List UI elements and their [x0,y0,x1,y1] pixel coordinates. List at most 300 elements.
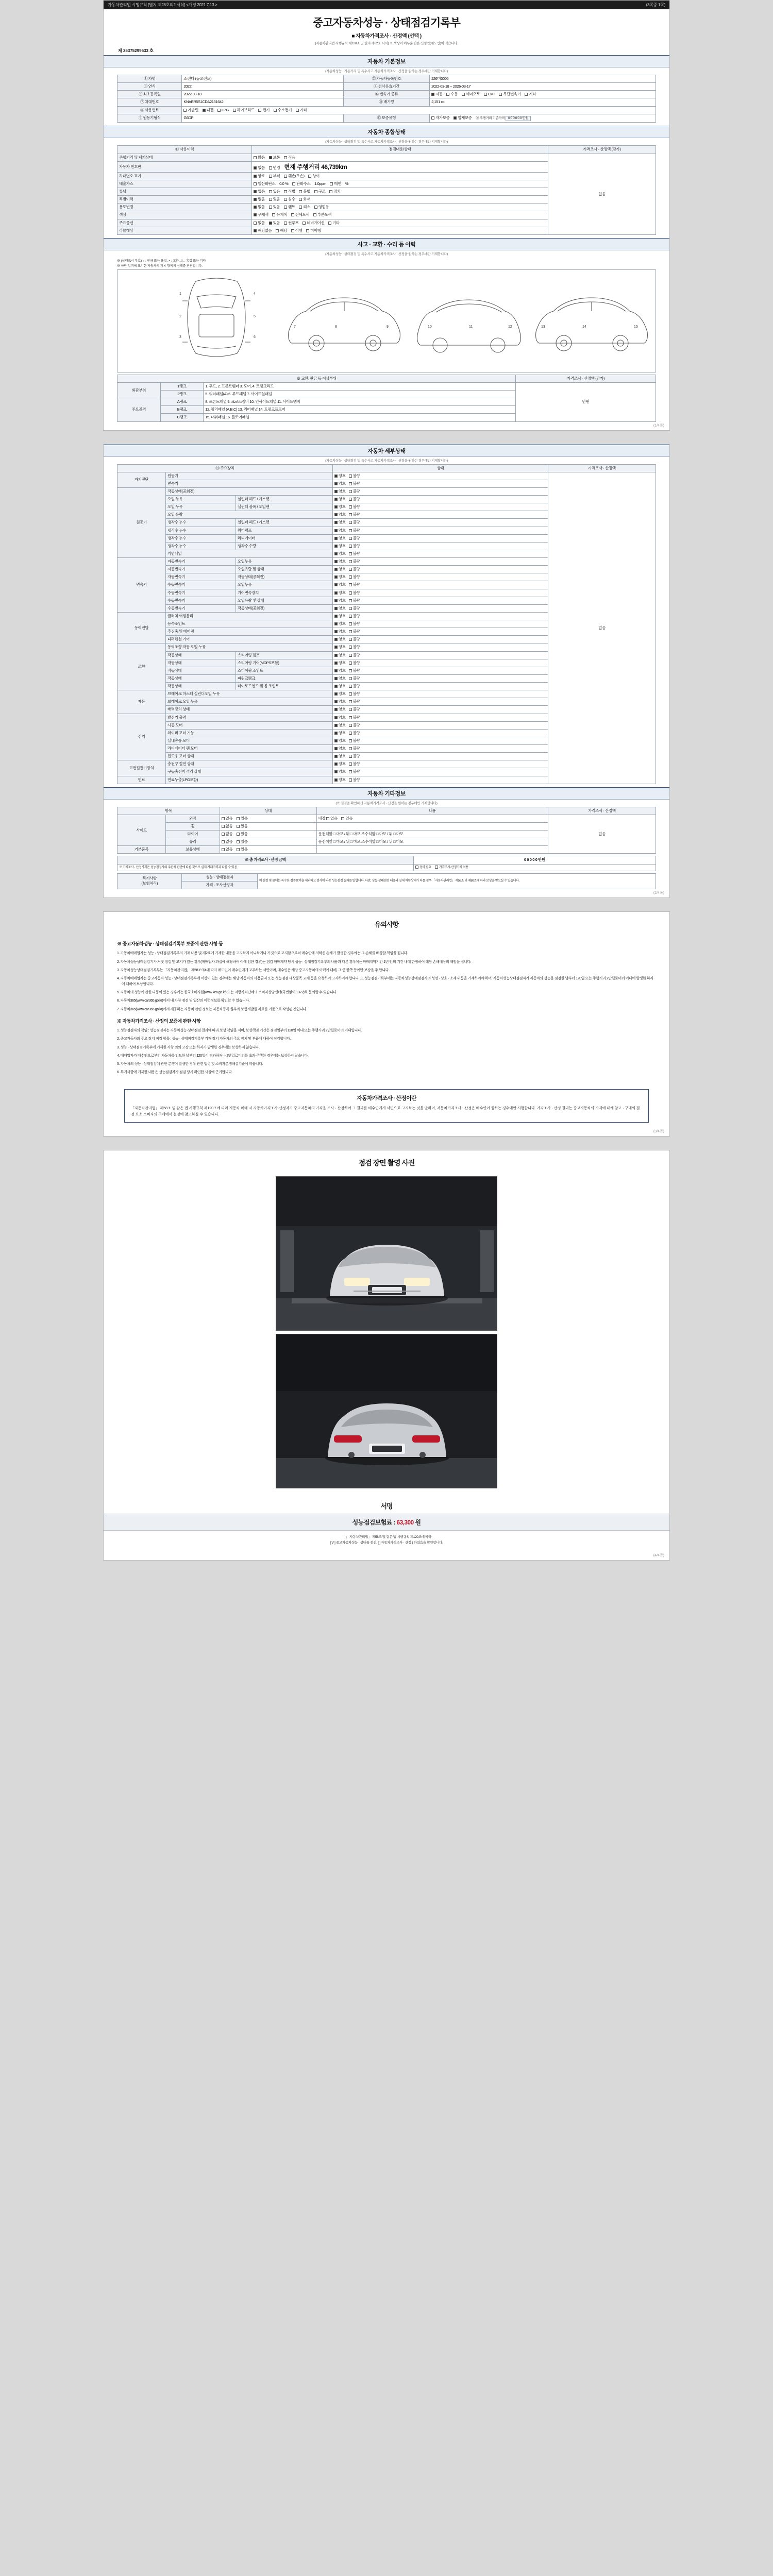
fuel-opt-6[interactable]: 기타 [296,108,307,113]
state-opt-bad[interactable]: 불량 [349,754,360,759]
overall-row-8-name: 주요옵션 [117,219,252,227]
fuel-opt-2[interactable]: LPG [217,108,229,113]
current-mileage: 현재 주행거리 46,739km [284,163,347,171]
fuel-opt-1[interactable]: 디젤 [203,108,214,113]
detail-item-state-8-0 [332,776,548,784]
detail-item-state-1-2 [332,503,548,511]
notice-heading-1: ※ 중고자동차성능 · 상태점검기록부 보증에 관한 사항 등 [117,941,223,946]
table-row [117,472,656,480]
notice-item-2-5: 6. 특기사항에 기재한 내용은 성능점검자가 점검 당시 확인한 사실에 근거합니다. [117,1071,233,1075]
state-opt-bad[interactable]: 불량 [349,707,360,712]
detail-item-name-8-0: 연료누출(LPG포함) [166,776,333,784]
table-row [117,856,656,864]
detail-item-name-6-1: 시동 모터 [166,721,333,729]
exterior-none[interactable]: 없음 [222,816,233,821]
total-price-table [117,856,656,871]
option-etc[interactable]: 기타 [328,221,340,226]
detail-item-name-4-5: 작동상태 [166,683,236,690]
emission-hc-value: 1.0ppm [314,181,326,186]
state-opt-good[interactable]: 양호 [334,528,346,533]
state-opt-bad[interactable]: 불량 [349,738,360,743]
inspection-photo-rear [276,1334,497,1488]
recall-na[interactable]: 해당없음 [254,228,272,233]
state-opt-good[interactable]: 양호 [334,637,346,642]
state-opt-bad[interactable]: 불량 [349,691,360,697]
state-opt-bad[interactable]: 불량 [349,645,360,650]
detail-item-name-4-2: 작동상태 [166,659,236,667]
state-opt-good[interactable]: 양호 [334,629,346,634]
usage-rent[interactable]: 렌트 [284,205,295,210]
table-header-row [117,146,656,154]
overall-head-3: 가격조사 · 산정액 (감가) [548,146,656,154]
detail-item-part-2-4: 기어변속장치 [236,589,332,597]
vin-damaged[interactable]: 훼손(오손) [284,174,305,179]
detail-item-state-0-1 [332,480,548,487]
table-row [117,114,656,123]
detail-item-name-4-4: 작동상태 [166,674,236,682]
basic-label-5: ⑨ 원동기형식 [117,114,182,123]
warranty-opt-0[interactable]: 자가보증 [431,115,449,121]
usage-commercial[interactable]: 영업용 [314,205,329,210]
transmission-options [430,91,656,98]
fuel-opt-0[interactable]: 가솔린 [183,108,198,113]
other-row-4-name: 보유상태 [166,846,220,854]
section-accident-sub: (자동차성능 · 상태점검 및 특수사고 자동차가격조사 · 산정을 원하는 경우에만 기재합니다) [325,252,448,256]
detail-item-name-2-2: 자동변속기 [166,573,236,581]
rank-name-2: A랭크 [160,398,204,406]
section-other-sub: (※ 점검을 확인하신 자동차가격조사 · 산정을 원하는 경우에만 기재합니다) [335,801,438,805]
rank-value-3: 12. 필러패널 (A,B,C) 13. 리어패널 14. 트렁크플로어 [204,406,516,414]
state-opt-good[interactable]: 양호 [334,497,346,502]
rank-value-0: 1. 후드, 2. 프론트휀더 3. 도어, 4. 트렁크리드 [204,382,516,390]
detail-item-part-1-5: 워터펌프 [236,527,332,534]
color-full-paint[interactable]: 전체도색 [291,212,309,217]
detail-item-name-1-8: 커먼레일 [166,550,333,557]
rank-group-outer: 외판부위 [117,382,161,398]
detail-item-part-1-4: 실린더 헤드 / 가스켓 [236,519,332,527]
detail-item-state-1-6 [332,534,548,542]
overall-row-2-name: 차대번호 표기 [117,172,252,180]
footnote-1: [ Ⅴ ] 중고자동차성능 · 상태를 점검, [ ] 자동차가격조사 · 산정 ) 하였음을 확인합니다. [330,1540,443,1545]
option-none[interactable]: 없음 [254,221,265,226]
svg-text:13: 13 [541,325,545,329]
basic-value-0: 소렌타 (뉴쏘렌토) [182,75,344,83]
state-opt-good[interactable]: 양호 [334,676,346,681]
basic-info-table [117,75,656,123]
detail-item-state-2-5 [332,597,548,604]
detail-item-state-6-5 [332,753,548,760]
rank-value-1: 5. 쿼터패널(A) 6. 루프패널 7. 사이드실패널 [204,391,516,398]
state-opt-bad[interactable]: 불량 [349,520,360,525]
detail-item-state-2-0 [332,558,548,566]
option-yes[interactable]: 있음 [269,221,280,226]
state-opt-good[interactable]: 양호 [334,668,346,673]
state-opt-bad[interactable]: 불량 [349,574,360,580]
tire-none[interactable]: 없음 [222,832,233,837]
special-fire[interactable]: 화재 [299,197,310,202]
tire-yes[interactable]: 있음 [237,832,248,837]
recall-notdone[interactable]: 미이행 [306,228,321,233]
state-opt-good[interactable]: 양호 [334,481,346,486]
detail-item-state-4-2 [332,659,548,667]
tuning-none[interactable]: 없음 [254,189,265,194]
state-opt-bad[interactable]: 불량 [349,544,360,549]
glass-yes[interactable]: 있음 [237,839,248,844]
state-opt-good[interactable]: 양호 [334,606,346,611]
state-opt-good[interactable]: 양호 [334,731,346,736]
state-opt-good[interactable]: 양호 [334,582,346,587]
state-opt-good[interactable]: 양호 [334,544,346,549]
state-opt-good[interactable]: 양호 [334,567,346,572]
overall-row-5-name: 특별이력 [117,196,252,204]
state-opt-bad[interactable]: 불량 [349,598,360,603]
mileage-standard-label: ⑩ 주행거리 기준가격 [476,116,505,120]
state-opt-bad[interactable]: 불량 [349,668,360,673]
svg-text:6: 6 [254,335,256,339]
detail-item-part-2-5: 오일유량 및 상태 [236,597,332,604]
state-opt-bad[interactable]: 불량 [349,629,360,634]
tuning-legal[interactable]: 적법 [284,189,295,194]
table-row [117,98,656,106]
detail-item-name-2-1: 자동변속기 [166,566,236,573]
vin-different[interactable]: 상이 [308,174,320,179]
detail-item-name-4-3: 작동상태 [166,667,236,674]
state-opt-good[interactable]: 양호 [334,754,346,759]
displacement-label: ⑪ 배기량 [343,98,429,106]
exterior-yes[interactable]: 있음 [237,816,248,821]
state-opt-good[interactable]: 양호 [334,520,346,525]
state-opt-good[interactable]: 양호 [334,559,346,564]
fuel-opt-5[interactable]: 수소전기 [274,108,292,113]
state-opt-bad[interactable]: 불량 [349,746,360,751]
detail-item-state-3-0 [332,612,548,620]
record-number-row [104,46,669,55]
state-opt-bad[interactable]: 불량 [349,497,360,502]
tuning-structure[interactable]: 구조 [314,189,326,194]
trans-opt-4[interactable]: 무단변속기 [499,92,520,97]
detail-item-part-4-4: 파워크랭크 [236,674,332,682]
detail-item-name-2-4: 수동변속기 [166,589,236,597]
record-number-label: 제 [118,48,122,53]
detail-item-state-2-1 [332,566,548,573]
detail-item-part-1-6: 라디에이터 [236,534,332,542]
detail-item-name-6-4: 라디에이터 팬 모터 [166,745,333,753]
trans-opt-2[interactable]: 세미오토 [462,92,480,97]
tuning-illegal[interactable]: 불법 [299,189,310,194]
state-opt-good[interactable]: 양호 [334,777,346,783]
color-partial-paint[interactable]: 부분도색 [313,212,331,217]
overall-row-3-name: 배출가스 [117,180,252,188]
state-opt-bad[interactable]: 불량 [349,559,360,564]
overall-price-adjust: 없음 [548,154,656,234]
opt-many[interactable]: 많음 [254,155,265,160]
svg-text:3: 3 [179,335,181,339]
notice-item-1-6: 7. 자동차365(www.car365.go.kr)에서 제공하는 자동차 관련 정보는 자동차등록 원부와 보험개발원 자료를 기준으로 작성된 것입니다. [117,1007,307,1011]
state-opt-good[interactable]: 양호 [334,769,346,774]
state-opt-good[interactable]: 양호 [334,699,346,704]
detail-item-name-6-0: 발전기 출력 [166,714,333,721]
state-opt-bad[interactable]: 불량 [349,473,360,479]
detail-item-name-1-6: 냉각수 누수 [166,534,236,542]
other-row-1-name: 휠 [166,822,220,830]
form-legal-ref: 자동차관리법 시행규칙 [별지 제28호의2 서식] <개정 2021.7.13.> [108,3,217,7]
rank-name-1: 2랭크 [160,391,204,398]
detail-price-adjust: 없음 [548,472,656,784]
detail-body [117,472,656,784]
state-opt-bad[interactable]: 불량 [349,606,360,611]
detail-item-part-2-1: 오일유량 및 상태 [236,566,332,573]
table-header-row [117,807,656,815]
state-opt-bad[interactable]: 불량 [349,551,360,556]
total-label: ※ 총 가격조사 · 산정 금액 [117,856,414,864]
option-navigation[interactable]: 네비게이션 [303,221,324,226]
state-opt-good[interactable]: 양호 [334,504,346,510]
color-chromatic[interactable]: 유채색 [272,212,287,217]
page-2-footer: (2/4쪽) [653,891,664,895]
state-opt-bad[interactable]: 불량 [349,723,360,728]
detail-item-name-7-1: 구동축전지 격리 상태 [166,768,333,776]
svg-text:11: 11 [469,325,473,329]
notice-item-1-0: 1. 가동차매매업자는 성능 · 상태점검기록부의 기재 내용 및 제2호에 기재한 내용을 고지하지 아니하거나 거짓으로 고지함으로써 매수인에 의하신 손해가 발생한 경우에는 그 손해를 배상할 책임을 집니다. [117,952,408,956]
detail-item-part-4-5: 타이로드엔드 및 볼 조인트 [236,683,332,690]
overall-head-0: ⑬ 사용이력 [117,146,252,154]
detail-item-state-2-4 [332,589,548,597]
detail-item-state-3-1 [332,620,548,628]
table-row [117,75,656,83]
other-group-basic: 기본품목 [117,846,166,854]
overall-row-9-opts [252,227,548,234]
tuning-device[interactable]: 장치 [329,189,341,194]
state-opt-good[interactable]: 양호 [334,707,346,712]
state-opt-bad[interactable]: 불량 [349,582,360,587]
glass-none[interactable]: 없음 [222,839,233,844]
overall-row-0-name: 주행거리 및 계기상태 [117,154,252,161]
state-opt-good[interactable]: 양호 [334,761,346,767]
other-head-3: 가격조사 · 산정액 [548,807,656,815]
total-opt-apply[interactable]: 가격조사·산정가격 적용 [435,866,468,870]
emission-co[interactable]: 일산화탄소 [254,181,275,187]
detail-group-5: 제동 [117,690,166,714]
state-opt-good[interactable]: 양호 [334,551,346,556]
state-opt-bad[interactable]: 불량 [349,653,360,658]
state-opt-bad[interactable]: 불량 [349,536,360,541]
other-row-0-name: 외장 [166,815,220,822]
other-row-4-opts [220,846,316,854]
interior-yes[interactable]: 있음 [341,816,352,821]
state-opt-bad[interactable]: 불량 [349,512,360,517]
usage-yes[interactable]: 있음 [269,205,280,210]
state-opt-good[interactable]: 양호 [334,738,346,743]
overall-row-4-opts [252,188,548,196]
detail-item-name-1-0: 작동상태(공회전) [166,487,333,495]
basic-items-yes[interactable]: 있음 [237,847,248,852]
state-opt-good[interactable]: 양호 [334,536,346,541]
trans-opt-3[interactable]: CVT [484,92,495,97]
wheel-none[interactable]: 없음 [222,824,233,829]
state-opt-good[interactable]: 양호 [334,598,346,603]
fuel-options [182,106,656,114]
basic-label-1: ③ 연식 [117,83,182,91]
rank-value-2: 8. 프론트패널 9. 크로스멤버 10. 인사이드패널 11. 사이드멤버 [204,398,516,406]
footnote-0: 「 」 자동차관리법」 제58조 및 같은 법 시행규칙 제120조에 따라 [341,1535,432,1539]
detail-item-state-1-3 [332,511,548,519]
special-none[interactable]: 없음 [254,197,265,202]
confirmation-footnotes [104,1531,669,1552]
detail-item-state-2-2 [332,573,548,581]
detail-group-2: 변속기 [117,558,166,613]
other-row-3-name: 유리 [166,838,220,846]
notice-heading-2: ※ 자동차가격조사 · 산정의 보증에 관한 사항 [117,1018,201,1024]
tuning-yes[interactable]: 있음 [269,189,280,194]
fuel-opt-4[interactable]: 전기 [258,108,270,113]
state-opt-good[interactable]: 양호 [334,614,346,619]
usage-lease[interactable]: 리스 [299,205,310,210]
detail-item-part-1-2: 실린더 블록 / 오일팬 [236,503,332,511]
special-flood[interactable]: 침수 [284,197,295,202]
state-opt-good[interactable]: 양호 [334,653,346,658]
signature-title: 서명 [380,1502,393,1510]
state-opt-good[interactable]: 양호 [334,512,346,517]
interior-label: 내장 [318,816,326,821]
usage-none[interactable]: 없음 [254,205,265,210]
detail-item-state-6-2 [332,729,548,737]
state-opt-good[interactable]: 양호 [334,473,346,479]
state-opt-bad[interactable]: 불량 [349,567,360,572]
basic-label-0b: ② 자동차등록번호 [343,75,429,83]
detail-item-state-4-4 [332,674,548,682]
wheel-yes[interactable]: 있음 [237,824,248,829]
option-sunroof[interactable]: 썬루프 [284,221,299,226]
state-opt-bad[interactable]: 불량 [349,699,360,704]
section-overall-sub: (자동차성능 · 상태점검 및 특수사고 자동차가격조사 · 산정을 원하는 경우에만 기재합니다) [325,140,448,144]
state-opt-bad[interactable]: 불량 [349,528,360,533]
state-opt-good[interactable]: 양호 [334,645,346,650]
state-opt-bad[interactable]: 불량 [349,614,360,619]
detail-item-state-6-1 [332,721,548,729]
trans-opt-0[interactable]: 자동 [431,92,443,97]
state-opt-bad[interactable]: 불량 [349,715,360,720]
state-opt-bad[interactable]: 불량 [349,621,360,626]
detail-item-name-6-5: 윈도우 모터 상태 [166,753,333,760]
other-row-1-opts [220,822,316,830]
detail-item-name-7-0: 충전구 절연 상태 [166,760,333,768]
state-opt-bad[interactable]: 불량 [349,504,360,510]
table-row [117,873,656,881]
page-4 [103,1150,670,1561]
state-opt-bad[interactable]: 불량 [349,777,360,783]
interior-none[interactable]: 없음 [326,816,338,821]
state-opt-good[interactable]: 양호 [334,574,346,580]
detail-item-state-1-1 [332,496,548,503]
damage-diagram [117,269,656,372]
other-row-0-content [316,815,548,822]
state-opt-good[interactable]: 양호 [334,590,346,596]
recall-done[interactable]: 이행 [291,228,303,233]
rank-head-0: ※ 교환, 판금 등 이상부위 [117,375,516,382]
opt-normal[interactable]: 보통 [269,155,280,160]
notice-body [104,932,669,1083]
state-opt-good[interactable]: 양호 [334,660,346,666]
recall-yes[interactable]: 해당 [276,228,287,233]
detail-group-0: 자기진단 [117,472,166,487]
detail-item-state-2-6 [332,604,548,612]
page-1-footer: (1/4쪽) [653,423,664,428]
trans-opt-5[interactable]: 기타 [525,92,536,97]
emission-smoke[interactable]: 매연 [330,181,341,187]
vin-value: KNAER5S1CDA2131642 [182,98,344,106]
state-opt-bad[interactable]: 불량 [349,590,360,596]
opt-few[interactable]: 적음 [284,155,295,160]
page-1-topbar [104,1,669,9]
plate-changed[interactable]: 변경 [269,165,280,171]
overall-row-4-name: 튜닝 [117,188,252,196]
detail-group-7: 고전원전기장치 [117,760,166,776]
emission-co-value: 0.0 % [279,181,289,186]
other-head-1: 상태 [220,807,316,815]
color-achromatic[interactable]: 무채색 [254,212,268,217]
table-row [117,864,656,871]
state-opt-bad[interactable]: 불량 [349,637,360,642]
page-title: 중고자동차성능 · 상태점검기록부 [313,17,460,29]
detail-group-6: 전기 [117,714,166,760]
vin-good[interactable]: 양호 [254,174,265,179]
table-row [117,83,656,91]
total-value: 0 0 0 0 0 만원 [413,856,656,864]
inspection-photo-front [276,1176,497,1331]
special-yes[interactable]: 있음 [269,197,280,202]
state-opt-bad[interactable]: 불량 [349,481,360,486]
state-opt-good[interactable]: 양호 [334,691,346,697]
fuel-opt-3[interactable]: 하이브리드 [233,108,255,113]
state-opt-good[interactable]: 양호 [334,684,346,689]
state-opt-bad[interactable]: 불량 [349,769,360,774]
state-opt-good[interactable]: 양호 [334,621,346,626]
emission-hc[interactable]: 탄화수소 [292,181,310,187]
fee-unit: 원 [415,1518,421,1526]
state-opt-bad[interactable]: 불량 [349,731,360,736]
detail-item-state-1-0 [332,487,548,495]
detail-item-name-5-1: 브레이크 오일 누유 [166,698,333,706]
other-row-2-content: 운전석앞 □ 마모 / 뒤 □ 마모 조수석앞 □ 마모 / 뒤 □ 마모 [316,831,548,838]
state-opt-good[interactable]: 양호 [334,715,346,720]
vin-corrosion[interactable]: 부식 [269,174,280,179]
accident-price-adjust: 만원 [516,382,656,421]
state-opt-bad[interactable]: 불량 [349,761,360,767]
state-opt-good[interactable]: 양호 [334,723,346,728]
document-title-block [104,9,669,46]
trans-opt-1[interactable]: 수동 [446,92,458,97]
total-note: ※ 가격조사 · 산정가격은 성능점검자의 주관적 판단에 따른 것으로 실제 거래가격과 다를 수 있음 [117,864,414,871]
detail-item-name-3-3: 디퍼렌셜 기어 [166,636,333,643]
svg-text:14: 14 [582,325,586,329]
svg-text:10: 10 [428,325,432,329]
plate-none[interactable]: 없음 [254,165,265,171]
warranty-opt-1[interactable]: 업체보증 [453,115,472,121]
detail-item-part-4-3: 스티어링 조인트 [236,667,332,674]
state-opt-bad[interactable]: 불량 [349,684,360,689]
state-opt-good[interactable]: 양호 [334,746,346,751]
section-basic-band: 자동차 기본정보 [104,55,669,67]
state-opt-good[interactable]: 양호 [334,489,346,494]
state-opt-bad[interactable]: 불량 [349,660,360,666]
basic-items-none[interactable]: 없음 [222,847,233,852]
overall-row-7-name: 색상 [117,211,252,219]
state-opt-bad[interactable]: 불량 [349,489,360,494]
state-opt-bad[interactable]: 불량 [349,676,360,681]
total-opt-repair[interactable]: 정비 필요 [415,866,431,870]
svg-text:2: 2 [179,314,181,318]
notice-item-2-2: 3. 성능 · 상태점검기록부에 기재한 사항 외의 고장 또는 하자가 발생한 경우에는 보상하지 않습니다. [117,1045,260,1049]
